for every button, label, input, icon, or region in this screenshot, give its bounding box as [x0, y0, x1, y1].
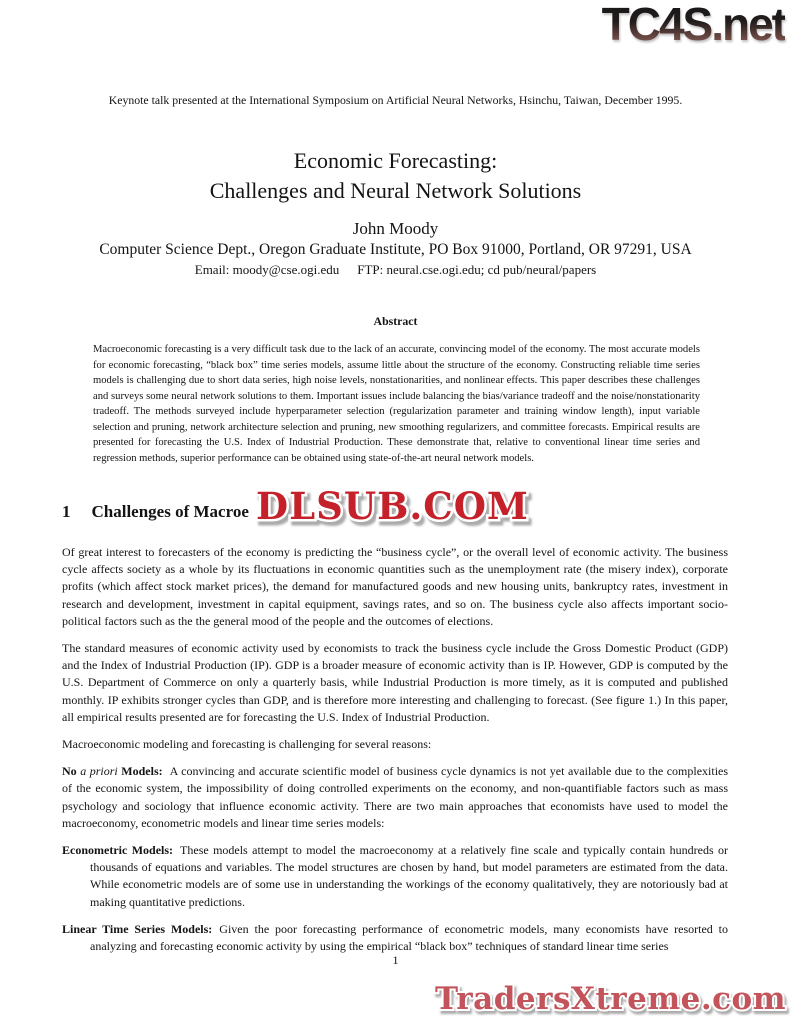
definition-linear-time-series — [62, 921, 728, 955]
term-models: Models: — [121, 764, 163, 779]
body-text — [62, 544, 728, 965]
author-affiliation: Computer Science Dept., Oregon Graduate Institute, PO Box 91000, Portland, OR 97291, USA — [99, 241, 692, 258]
paragraph-gdp-ip: The standard measures of economic activity used by economists to track the business cycle include the Gross Domestic Product (GDP) and the Index of Industrial Production (IP). GDP is a broader measure of economic activity than is IP. However, GDP is computed by the U.S. Department of Commerce on only a quarterly basis, while Industrial Production is more timely, as it is computed and published monthly. IP exhibits stronger cycles than GDP, and is therefore more interesting and challenging to forecast. (See figure 1.) In this paper, all empirical results presented are for forecasting the U.S. Index of Industrial Production. — [62, 641, 728, 724]
abstract-text: Macroeconomic forecasting is a very difficult task due to the lack of an accurate, convincing model of the economy. The most accurate models for economic forecasting, “black box” time series models, assume little about the structure of the economy. Constructing reliable time series models is challenging due to short data series, high noise levels, nonstationarities, and nonlinear effects. This paper describes these challenges and surveys some neural network solutions to them. Important issues include balancing the bias/variance tradeoff and the noise/nonstationarity tradeoff. The methods surveyed include hyperparameter selection (regularization parameter and training window length), input variable selection and pruning, network architecture selection and pruning, new smoothing regularizers, and committee forecasts. Empirical results are presented for forecasting the U.S. Index of Industrial Production. These demonstrate that, relative to conventional linear time series and regression methods, superior performance can be obtained using state-of-the-art neural network models. — [93, 344, 700, 464]
paragraph-no-apriori-models — [62, 763, 728, 832]
section-number: 1 — [62, 502, 71, 521]
tradersxtreme-watermark: TradersXtreme.com — [434, 981, 786, 1017]
abstract-heading: Abstract — [373, 314, 418, 328]
term-no: No — [62, 764, 77, 779]
contact-email: Email: moody@cse.ogi.edu — [194, 262, 340, 277]
section-title-fragment: Challenges of Macroe — [91, 502, 249, 521]
page-number: 1 — [392, 953, 399, 967]
contact-line — [0, 262, 791, 278]
definition-term: Linear Time Series Models: — [62, 921, 213, 936]
definition-text: Given the poor forecasting performance of econometric models, many economists have resorted to analyzing and forecasting economic activity by using the empirical “black box” techniques of standard linear time series — [90, 921, 729, 954]
paper-title-line2: Challenges and Neural Network Solutions — [209, 178, 582, 203]
definition-text: These models attempt to model the macroeconomy at a relatively fine scale and typically contain hundreds or thousands of equations and variables. The model structures are chosen by hand, but model parameters are estimated from the data. While econometric models are of some use in understanding the workings of the economy qualitatively, they are notoriously bad at making quantitative predictions. — [90, 843, 728, 909]
term-a-priori: a priori — [80, 764, 118, 779]
section-heading — [62, 502, 249, 522]
definition-term: Econometric Models: — [62, 843, 174, 858]
paragraph-business-cycle: Of great interest to forecasters of the economy is predicting the “business cycle”, or the overall level of economic activity. The business cycle affects society as a whole by its fluctuations in economic quantities such as the unemployment rate (the misery index), corporate profits (which affect stock market prices), the demand for manufactured goods and new housing units, bankruptcy rates, investment in research and development, investment in capital equipment, savings rates, and so on. The business cycle also affects important socio-political factors such as the the general mood of the people and the outcomes of elections. — [62, 545, 728, 628]
contact-ftp: FTP: neural.cse.ogi.edu; cd pub/neural/papers — [357, 262, 597, 277]
tc4s-logo-watermark: TC4S.net — [601, 0, 785, 50]
dlsub-watermark: DLSUB.COM — [256, 484, 529, 528]
paragraph-reasons-intro: Macroeconomic modeling and forecasting is challenging for several reasons: — [62, 737, 432, 752]
paper-title — [0, 146, 791, 206]
definition-econometric-models — [62, 842, 728, 911]
no-apriori-text: A convincing and accurate scientific model of business cycle dynamics is not yet available due to the complexities of the economic system, the impossibility of doing controlled experiments on the economy, and non-quantifiable factors such as mass psychology and sociology that influence economic activity. There are two main approaches that economists have used to model the macroeconomy, econometric models and linear time series models: — [62, 764, 729, 830]
author-name: John Moody — [352, 219, 439, 238]
paper-title-line1: Economic Forecasting: — [293, 148, 498, 173]
keynote-note: Keynote talk presented at the International Symposium on Artificial Neural Networks, Hsinchu, Taiwan, December 1995. — [108, 93, 683, 107]
